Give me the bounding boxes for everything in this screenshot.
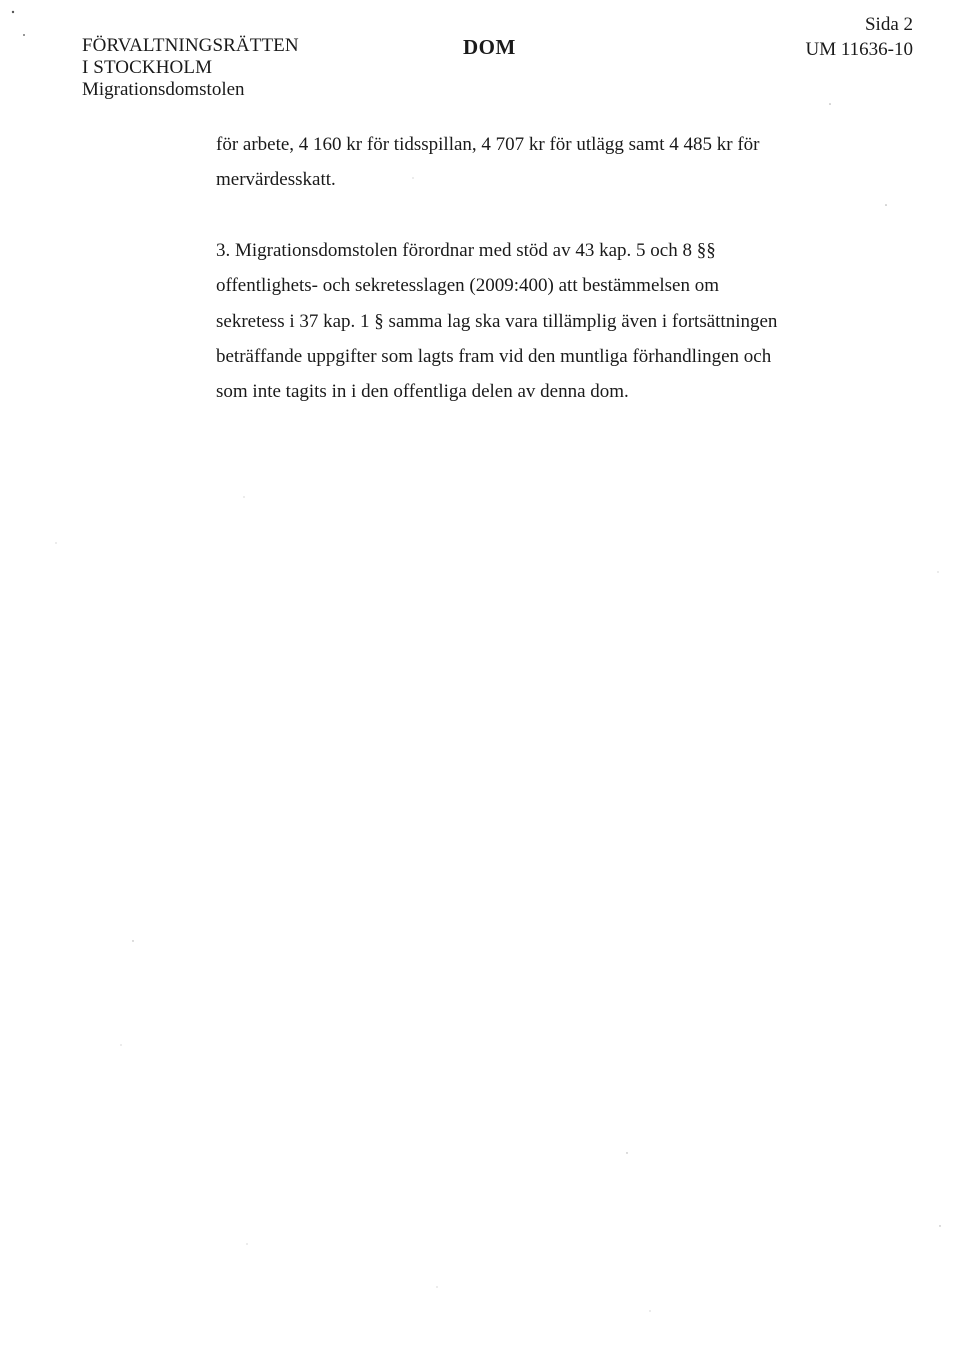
text-line: för arbete, 4 160 kr för tidsspillan, 4 707 kr för utlägg samt 4 485 kr för [216, 134, 760, 155]
paragraph-confidentiality-order [216, 233, 916, 410]
court-name: FÖRVALTNINGSRÄTTEN [82, 35, 299, 56]
text-line: som inte tagits in i den offentliga delen av denna dom. [216, 381, 629, 403]
document-type: DOM [463, 35, 516, 59]
document-body [216, 127, 916, 410]
text-line: mervärdesskatt. [216, 169, 336, 191]
page-number: Sida 2 [864, 14, 913, 35]
court-city: I STOCKHOLM [82, 57, 213, 78]
text-line: beträffande uppgifter som lagts fram vid den muntliga förhandlingen och [216, 346, 772, 368]
court-division: Migrationsdomstolen [82, 79, 245, 100]
text-line: sekretess i 37 kap. 1 § samma lag ska vara tillämplig även i fortsättningen [216, 310, 778, 332]
court-header [82, 35, 299, 101]
text-line: offentlighets- och sekretesslagen (2009:400) att bestämmelsen om [216, 275, 720, 297]
paragraph-cost-continuation [216, 127, 916, 198]
case-number: UM 11636-10 [805, 39, 913, 60]
text-line: 3. Migrationsdomstolen förordnar med stöd av 43 kap. 5 och 8 §§ [216, 239, 716, 261]
page-info [806, 12, 914, 62]
